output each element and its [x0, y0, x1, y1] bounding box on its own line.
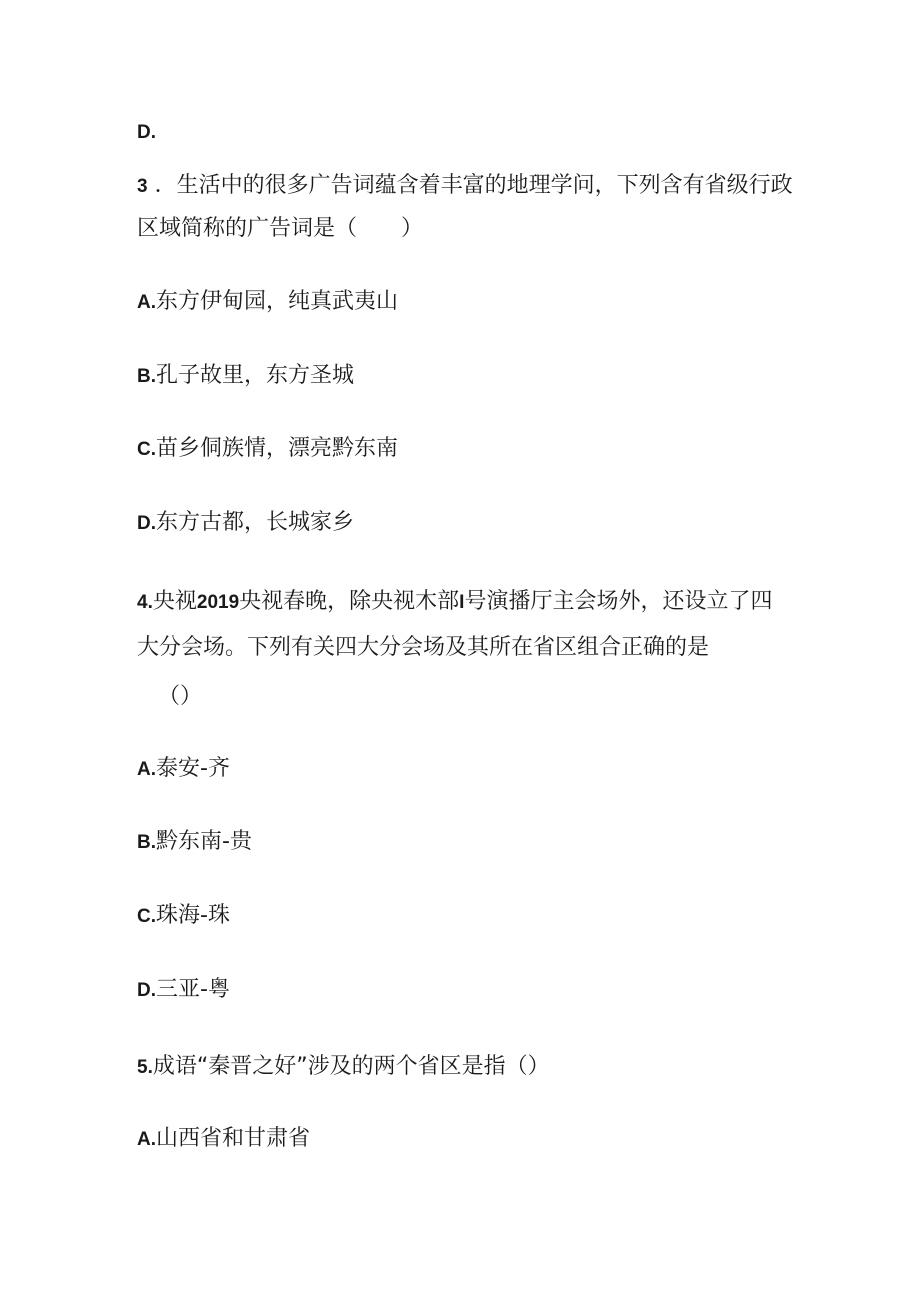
- option-label: C.: [137, 906, 156, 927]
- option-text: 东方古都，长城家乡: [156, 510, 355, 535]
- q4-stem-line2: [137, 634, 709, 662]
- answer-bracket: （）: [158, 684, 203, 709]
- q4-option-a: [137, 755, 230, 784]
- option-label: A.: [137, 759, 156, 780]
- option-label: C.: [137, 439, 156, 460]
- question-number: 4.: [137, 592, 153, 613]
- question-stem-text: 央视: [152, 589, 197, 614]
- q3-stem-line2: [137, 215, 423, 243]
- q3-option-a: [137, 288, 398, 317]
- option-label: A.: [137, 292, 156, 313]
- option-text: 珠海-珠: [156, 903, 230, 928]
- option-text: 苗乡侗族情，漂亮黔东南: [156, 436, 399, 461]
- question-stem-text: 区域简称的广告词是（ ）: [137, 216, 424, 241]
- q3-stem-line1: [137, 172, 793, 201]
- q3-option-b: [137, 362, 354, 391]
- option-text: 孔子故里，东方圣城: [156, 363, 355, 388]
- q5-option-a: [137, 1125, 310, 1154]
- question-stem-text: ．生活中的很多广告词蕴含着丰富的地理学问，下列含有省级行政: [147, 173, 793, 198]
- question-number: 5.: [137, 1057, 153, 1078]
- q3-option-d: [137, 509, 354, 538]
- question-stem-text: 成语“秦晋之好”涉及的两个省区是指（）: [152, 1054, 550, 1079]
- option-label: D.: [137, 122, 156, 143]
- question-stem-text: 央视春晚，除央视木部: [239, 589, 460, 614]
- question-stem-text: 大分会场。下列有关四大分会场及其所在省区组合正确的是: [137, 635, 710, 660]
- roman-numeral-text: I: [459, 592, 465, 613]
- option-text: 三亚-粤: [156, 977, 230, 1002]
- q4-stem-line1: [137, 588, 772, 617]
- q4-option-c: [137, 902, 230, 931]
- q4-stem-line3: [158, 683, 202, 711]
- q4-option-b: [137, 828, 252, 857]
- option-label: A.: [137, 1129, 156, 1150]
- question-stem-text: 号演播厅主会场外，还设立了四: [464, 589, 773, 614]
- year-text: 2019: [196, 592, 240, 613]
- question-number: 3: [137, 176, 148, 197]
- option-label: B.: [137, 832, 156, 853]
- q3-option-c: [137, 435, 398, 464]
- option-text: 东方伊甸园，纯真武夷山: [156, 289, 399, 314]
- q2-option-d: [137, 118, 156, 147]
- option-text: 黔东南-贵: [156, 829, 252, 854]
- q5-stem-line1: [137, 1053, 550, 1082]
- option-text: 泰安-齐: [156, 756, 230, 781]
- option-label: D.: [137, 980, 156, 1001]
- option-label: B.: [137, 366, 156, 387]
- q4-option-d: [137, 976, 230, 1005]
- option-text: 山西省和甘肃省: [156, 1126, 311, 1151]
- option-label: D.: [137, 513, 156, 534]
